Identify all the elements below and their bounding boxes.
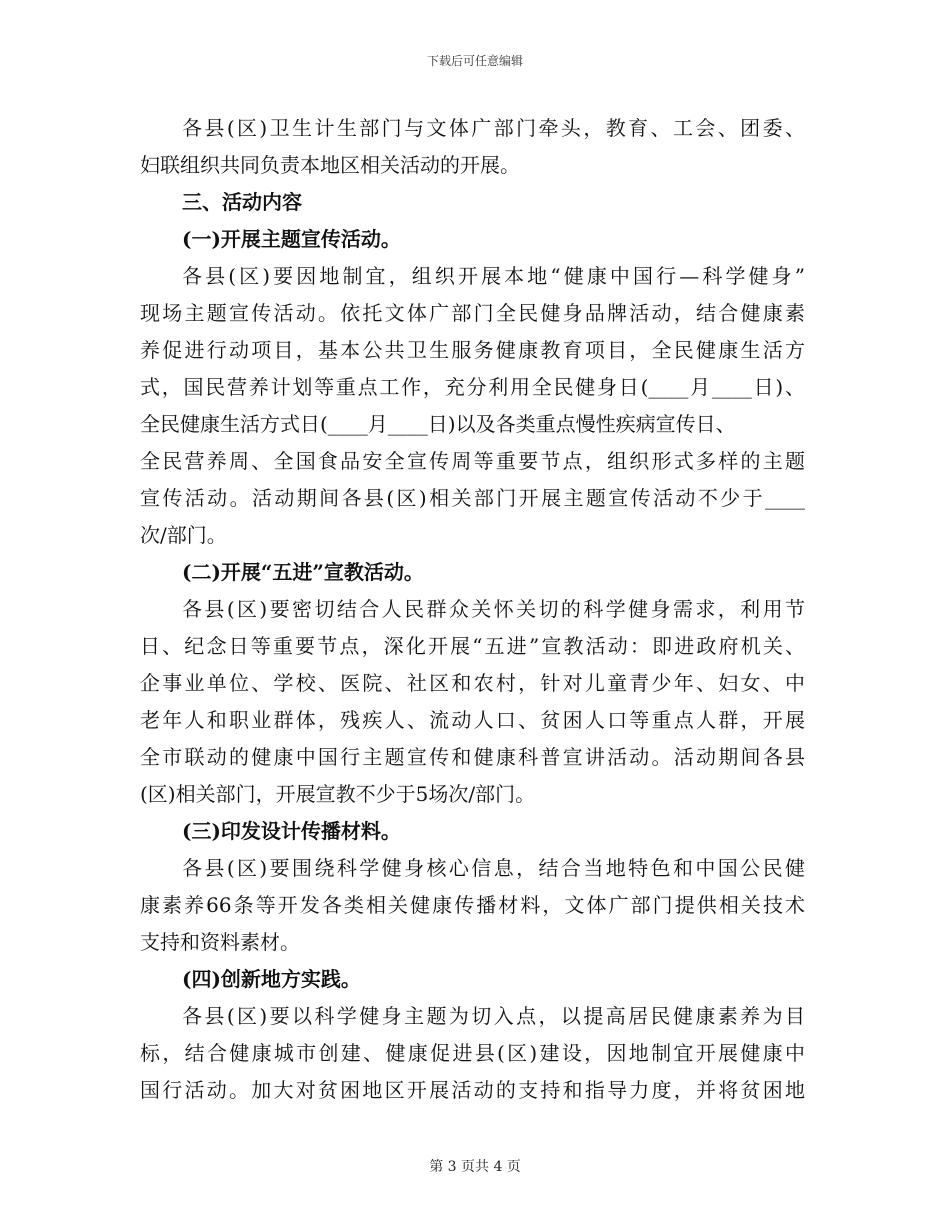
text-line: 标，结合健康城市创建、健康促进县(区)建设，因地制宜开展健康中 (140, 1041, 805, 1065)
text-line: 各县(区)要围绕科学健身核心信息，结合当地特色和中国公民健 (182, 856, 805, 880)
text-line: 式，国民营养计划等重点工作，充分利用全民健身日(____月____日)、 (140, 375, 805, 399)
text-line: 支持和资料素材。 (140, 930, 300, 954)
page-footer: 第 3 页共 4 页 (429, 1159, 521, 1175)
document-body (140, 110, 805, 1109)
text-line: (区)相关部门，开展宣教不少于5场次/部门。 (140, 782, 536, 806)
text-line: 各县(区)要以科学健身主题为切入点，以提高居民健康素养为目 (182, 1004, 805, 1028)
text-line: 日、纪念日等重要节点，深化开展“五进”宣教活动：即进政府机关、 (140, 634, 805, 658)
subsection-heading: (二)开展“五进”宣教活动。 (182, 560, 424, 584)
text-line: 全民健康生活方式日(____月____日)以及各类重点慢性疾病宣传日、 (140, 412, 736, 436)
text-line: 国行活动。加大对贫困地区开展活动的支持和指导力度，并将贫困地 (140, 1078, 805, 1102)
section-heading: 三、活动内容 (182, 190, 302, 214)
text-line: 养促进行动项目，基本公共卫生服务健康教育项目，全民健康生活方 (140, 338, 805, 362)
subsection-heading: (一)开展主题宣传活动。 (182, 227, 401, 251)
text-line: 妇联组织共同负责本地区相关活动的开展。 (140, 153, 520, 177)
subsection-heading: (四)创新地方实践。 (182, 967, 361, 991)
text-line: 全市联动的健康中国行主题宣传和健康科普宣讲活动。活动期间各县 (140, 745, 805, 769)
text-line: 各县(区)要因地制宜，组织开展本地“健康中国行—科学健身” (182, 264, 805, 288)
text-line: 现场主题宣传活动。依托文体广部门全民健身品牌活动，结合健康素 (140, 301, 805, 325)
text-line: 全民营养周、全国食品安全宣传周等重要节点，组织形式多样的主题 (140, 449, 805, 473)
text-line: 康素养66条等开发各类相关健康传播材料，文体广部门提供相关技术 (140, 893, 805, 917)
text-line: 各县(区)要密切结合人民群众关怀关切的科学健身需求，利用节 (182, 597, 805, 621)
text-line: 企事业单位、学校、医院、社区和农村，针对儿童青少年、妇女、中 (140, 671, 805, 695)
subsection-heading: (三)印发设计传播材料。 (182, 819, 401, 843)
text-line: 宣传活动。活动期间各县(区)相关部门开展主题宣传活动不少于____ (140, 486, 805, 510)
text-line: 各县(区)卫生计生部门与文体广部门牵头，教育、工会、团委、 (182, 116, 805, 140)
text-line: 次/部门。 (140, 523, 227, 547)
text-line: 老年人和职业群体，残疾人、流动人口、贫困人口等重点人群，开展 (140, 708, 805, 732)
page-header: 下载后可任意编辑 (426, 54, 523, 68)
